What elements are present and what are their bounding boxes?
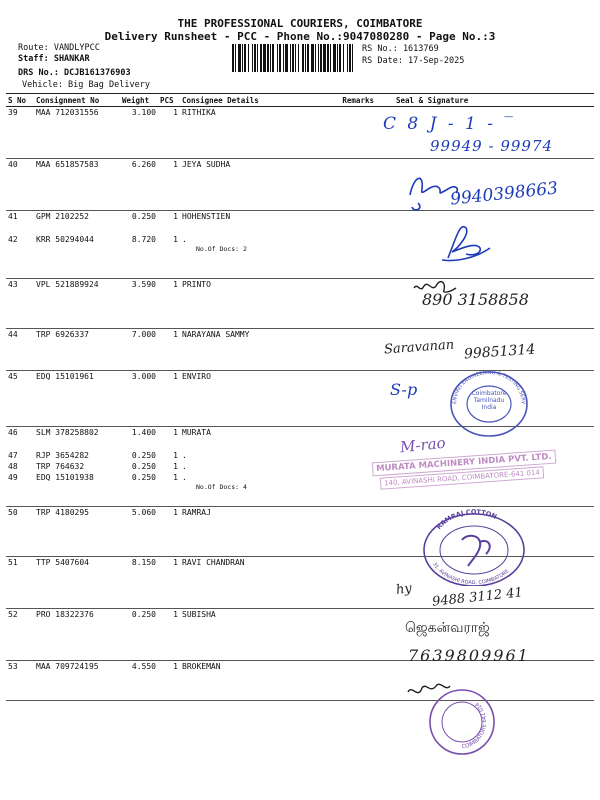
- cell-sno-value: 39: [8, 108, 18, 117]
- signature-r45: S-p: [390, 380, 418, 399]
- cell-weight-value: 3.590: [131, 280, 156, 289]
- cell-pcs: [158, 371, 180, 427]
- barcode-bar: [349, 44, 351, 72]
- barcode-bar: [343, 44, 344, 72]
- cell-consignment-value: GPM 2102252: [36, 212, 89, 221]
- cell-consignee-value: RITHIKA: [182, 108, 216, 117]
- cell-consignee: [180, 661, 336, 701]
- barcode-bar: [248, 44, 249, 72]
- cell-pcs-value: 1: [173, 662, 178, 671]
- cell-weight-value: 5.060: [131, 508, 156, 517]
- table-row: [6, 159, 594, 211]
- ramraj-stamp-top: RAMRAJ COTTON: [434, 507, 499, 531]
- cell-consignment-value: MAA 651857583: [36, 160, 99, 169]
- cell-sno: [6, 329, 34, 371]
- cell-consignment-value: TTP 5407604: [36, 558, 89, 567]
- cell-weight: [120, 507, 158, 557]
- cell-consignment-value: EDQ 15101961: [36, 372, 94, 381]
- barcode-bar: [263, 44, 266, 72]
- cell-consignee-value: RAMRAJ: [182, 508, 211, 517]
- barcode-bar: [330, 44, 331, 72]
- barcode-bar: [315, 44, 316, 72]
- cell-weight-value: 0.250: [131, 473, 156, 482]
- barcode-bar: [283, 44, 284, 72]
- cell-sno: [6, 279, 34, 329]
- table-row: [6, 279, 594, 329]
- barcode-bar: [292, 44, 294, 72]
- cell-consignment-value: MAA 712031556: [36, 108, 99, 117]
- barcode-bar: [339, 44, 341, 72]
- cell-remarks: [336, 507, 376, 557]
- table-row: [6, 329, 594, 371]
- cell-pcs: [158, 507, 180, 557]
- cell-sno-value: 44: [8, 330, 18, 339]
- col-consignee: Consignee Details: [180, 94, 336, 107]
- cell-sno: [6, 609, 34, 661]
- cell-remarks: [336, 371, 376, 427]
- cell-pcs-value: 1: [173, 280, 178, 289]
- cell-sno: [6, 211, 34, 279]
- cell-consignee-value: HOHENSTIEN: [182, 212, 231, 221]
- rs-number: RS No.: 1613769: [362, 44, 439, 54]
- svg-text:RAMRAJ COTTON: [435, 508, 498, 531]
- barcode-bar: [352, 44, 353, 72]
- cell-sno: [6, 557, 34, 609]
- barcode-bar: [235, 44, 236, 72]
- signature-r46: M-rao: [399, 433, 447, 457]
- cell-pcs-value: 1: [173, 473, 178, 482]
- cell-remarks: [336, 557, 376, 609]
- signature-r43-phone: 890 3158858: [422, 290, 529, 309]
- signature-r43-scribble: [410, 274, 460, 298]
- barcode-bar: [257, 44, 258, 72]
- vehicle-label: Vehicle: Big Bag Delivery: [22, 80, 150, 90]
- cell-consignment: [34, 507, 120, 557]
- cell-sno-value: 50: [8, 508, 18, 517]
- cell-consignee: [180, 329, 336, 371]
- signature-r44-name: Saravanan: [383, 337, 455, 358]
- barcode-bar: [305, 44, 306, 72]
- barcode-bar: [260, 44, 262, 72]
- cell-remarks: [336, 211, 376, 279]
- cell-weight: [120, 211, 158, 279]
- cell-consignee: [180, 507, 336, 557]
- cell-sno-value: 47: [8, 451, 18, 460]
- cell-consignment: [34, 371, 120, 427]
- svg-text:COIMBATORE 641 014: [462, 700, 488, 750]
- cell-consignee-value: JEYA SUDHA: [182, 160, 231, 169]
- cell-weight: [120, 661, 158, 701]
- cell-consignment-value: RJP 3654282: [36, 451, 89, 460]
- barcode-bar: [279, 44, 281, 72]
- cell-consignee-value: MURATA: [182, 428, 211, 437]
- cell-consignment: [34, 279, 120, 329]
- table-row: [6, 107, 594, 159]
- cell-consignee-value: NARAYANA SAMMY: [182, 330, 250, 339]
- cell-pcs-value: 1: [173, 462, 178, 471]
- cell-weight-value: 4.550: [131, 662, 156, 671]
- cell-sno-value: 42: [8, 235, 18, 244]
- cell-consignment-value: EDQ 15101938: [36, 473, 94, 482]
- cell-consignment: [34, 329, 120, 371]
- cell-weight-value: 6.260: [131, 160, 156, 169]
- cell-weight: [120, 279, 158, 329]
- brokeman-seal-stamp: [400, 678, 510, 758]
- signature-r41-scribble: [436, 218, 496, 264]
- barcode-bar: [347, 44, 348, 72]
- cell-seal-signature: [376, 609, 594, 661]
- signature-r44-phone: 99851314: [463, 341, 536, 363]
- enviro-stamp-center: Coimbatore Tamilnadu India: [471, 390, 507, 411]
- murata-stamp-line2: 140, AVINASHI ROAD, COIMBATORE-641 014: [380, 466, 544, 489]
- barcode-bar: [337, 44, 338, 72]
- cell-pcs: [158, 609, 180, 661]
- barcode-bar: [311, 44, 314, 72]
- cell-pcs-value: 1: [173, 610, 178, 619]
- signature-r52-name: ஜெகன்வராஜ்: [405, 620, 490, 636]
- col-consignment: Consignment No: [34, 94, 120, 107]
- table-row: [6, 609, 594, 661]
- cell-weight: [120, 427, 158, 507]
- cell-weight-value: 0.250: [131, 462, 156, 471]
- cell-weight-value: 0.250: [131, 610, 156, 619]
- cell-consignee-value: ENVIRO: [182, 372, 211, 381]
- cell-pcs-value: 1: [173, 212, 178, 221]
- cell-remarks: [336, 427, 376, 507]
- cell-sno-value: 52: [8, 610, 18, 619]
- cell-pcs-value: 1: [173, 451, 178, 460]
- cell-consignee: [180, 211, 336, 279]
- cell-pcs-value: 1: [173, 160, 178, 169]
- cell-consignment-value: KRR 50294044: [36, 235, 94, 244]
- cell-consignment: [34, 159, 120, 211]
- cell-consignee-value: SUBISHA: [182, 610, 216, 619]
- barcode-bar: [232, 44, 234, 72]
- cell-sno-value: 43: [8, 280, 18, 289]
- cell-pcs: [158, 211, 180, 279]
- enviro-seal-stamp: [444, 366, 534, 438]
- cell-seal-signature: [376, 329, 594, 371]
- cell-pcs-value: 1: [173, 428, 178, 437]
- col-remarks: Remarks: [336, 94, 376, 107]
- cell-consignee: [180, 609, 336, 661]
- cell-remarks: [336, 107, 376, 159]
- cell-consignee: [180, 159, 336, 211]
- signature-r40-phone: 9940398663: [449, 178, 559, 210]
- cell-pcs: [158, 107, 180, 159]
- cell-sno: [6, 507, 34, 557]
- cell-pcs: [158, 329, 180, 371]
- barcode-bar: [307, 44, 309, 72]
- col-seal: Seal & Signature: [376, 94, 594, 107]
- route-label: Route: VANDLYPCC: [18, 43, 100, 53]
- cell-consignee-value: .: [182, 462, 187, 471]
- cell-consignee: [180, 107, 336, 159]
- cell-sno-value: 46: [8, 428, 18, 437]
- cell-sno: [6, 159, 34, 211]
- barcode-bar: [323, 44, 326, 72]
- cell-remarks: [336, 159, 376, 211]
- table-header-row: [6, 94, 594, 107]
- col-pcs: PCS: [158, 94, 180, 107]
- barcode-bar: [290, 44, 291, 72]
- cell-consignee: [180, 557, 336, 609]
- cell-pcs: [158, 279, 180, 329]
- enviro-stamp-arc: ENVIRO ENGINEERING & TESTING SERV: [451, 369, 527, 405]
- barcode-bar: [285, 44, 288, 72]
- table-row: [6, 211, 594, 279]
- cell-pcs: [158, 661, 180, 701]
- cell-sno-value: 48: [8, 462, 18, 471]
- barcode-bar: [267, 44, 269, 72]
- runsheet-subtitle: Delivery Runsheet - PCC - Phone No.:9047080280 - Page No.:3: [104, 30, 496, 43]
- cell-weight-value: 0.250: [131, 451, 156, 460]
- cell-consignment-value: TRP 4180295: [36, 508, 89, 517]
- ramraj-stamp-bottom: 31, AVINASHI ROAD, COIMBATORE: [431, 561, 511, 586]
- cell-weight-value: 8.720: [131, 235, 156, 244]
- cell-consignee-value: .: [182, 473, 187, 482]
- barcode-bar: [327, 44, 329, 72]
- barcode-bar: [244, 44, 246, 72]
- cell-consignment-value: VPL 521889924: [36, 280, 99, 289]
- cell-pcs: [158, 557, 180, 609]
- cell-seal-signature: [376, 107, 594, 159]
- docs-count: No.Of Docs: 4: [196, 483, 247, 491]
- cell-consignment-value: TRP 6926337: [36, 330, 89, 339]
- barcode-bar: [252, 44, 253, 72]
- cell-pcs-value: 1: [173, 330, 178, 339]
- barcode-bar: [277, 44, 278, 72]
- cell-weight: [120, 371, 158, 427]
- cell-consignee-value: PRINTO: [182, 280, 211, 289]
- barcode-bar: [320, 44, 322, 72]
- cell-pcs: [158, 427, 180, 507]
- cell-consignee: [180, 371, 336, 427]
- barcode-bar: [242, 44, 243, 72]
- cell-weight: [120, 329, 158, 371]
- cell-weight-value: 1.400: [131, 428, 156, 437]
- cell-consignment-value: MAA 709724195: [36, 662, 99, 671]
- col-sno: S No: [6, 94, 34, 107]
- cell-remarks: [336, 609, 376, 661]
- barcode-bar: [295, 44, 296, 72]
- barcode: [232, 44, 354, 72]
- cell-consignee-value: RAVI CHANDRAN: [182, 558, 245, 567]
- cell-consignment-value: TRP 764632: [36, 462, 85, 471]
- cell-remarks: [336, 661, 376, 701]
- murata-stamp-line1: MURATA MACHINERY INDIA PVT. LTD.: [372, 450, 556, 477]
- cell-sno-value: 45: [8, 372, 18, 381]
- cell-weight-value: 0.250: [131, 212, 156, 221]
- cell-sno-value: 49: [8, 473, 18, 482]
- cell-pcs-value: 1: [173, 508, 178, 517]
- cell-consignment: [34, 661, 120, 701]
- cell-remarks: [336, 329, 376, 371]
- signature-r39-line2: 99949 - 99974: [430, 137, 554, 155]
- cell-weight: [120, 107, 158, 159]
- cell-pcs-value: 1: [173, 372, 178, 381]
- staff-label: Staff: SHANKAR: [18, 54, 90, 64]
- barcode-bar: [298, 44, 299, 72]
- cell-consignment-value: SLM 378258802: [36, 428, 99, 437]
- barcode-bar: [272, 44, 274, 72]
- rs-date: RS Date: 17-Sep-2025: [362, 56, 465, 66]
- cell-consignee: [180, 279, 336, 329]
- cell-weight: [120, 557, 158, 609]
- cell-sno: [6, 427, 34, 507]
- cell-consignee-value: .: [182, 235, 187, 244]
- cell-pcs-value: 1: [173, 558, 178, 567]
- cell-weight-value: 8.150: [131, 558, 156, 567]
- cell-consignment-value: PRO 18322376: [36, 610, 94, 619]
- ramraj-seal-stamp: [418, 506, 530, 586]
- barcode-bar: [318, 44, 319, 72]
- cell-seal-signature: [376, 279, 594, 329]
- cell-seal-signature: [376, 427, 594, 507]
- signature-r40-scribble: [404, 165, 464, 215]
- cell-sno: [6, 107, 34, 159]
- cell-consignee-value: .: [182, 451, 187, 460]
- cell-consignment: [34, 107, 120, 159]
- cell-consignee: [180, 427, 336, 507]
- cell-consignment: [34, 609, 120, 661]
- cell-sno: [6, 661, 34, 701]
- cell-sno-value: 40: [8, 160, 18, 169]
- cell-remarks: [336, 279, 376, 329]
- cell-pcs: [158, 159, 180, 211]
- cell-consignment: [34, 557, 120, 609]
- barcode-bar: [302, 44, 304, 72]
- table-row: [6, 427, 594, 507]
- brokeman-stamp-text: COIMBATORE 641 014: [461, 700, 489, 751]
- cell-weight: [120, 609, 158, 661]
- cell-weight-value: 7.000: [131, 330, 156, 339]
- signature-r52-phone: 7639809961: [408, 646, 530, 665]
- col-weight: Weight: [120, 94, 158, 107]
- cell-sno-value: 51: [8, 558, 18, 567]
- signature-r39-line1: C 8 J - 1 - ‾: [383, 114, 516, 134]
- cell-consignment: [34, 427, 120, 507]
- cell-pcs-value: 1: [173, 235, 178, 244]
- barcode-bar: [254, 44, 256, 72]
- barcode-bar: [333, 44, 336, 72]
- cell-sno-value: 41: [8, 212, 18, 221]
- cell-weight: [120, 159, 158, 211]
- barcode-bar: [270, 44, 271, 72]
- signature-r51-scribble: hy: [395, 580, 413, 599]
- cell-sno-value: 53: [8, 662, 18, 671]
- signature-r51-phone: 9488 3112 41: [431, 585, 524, 610]
- drs-number: DRS No.: DCJB161376903: [18, 68, 131, 78]
- company-title: THE PROFESSIONAL COURIERS, COIMBATORE: [177, 17, 423, 30]
- cell-consignment: [34, 211, 120, 279]
- barcode-bar: [238, 44, 241, 72]
- docs-count: No.Of Docs: 2: [196, 245, 247, 253]
- cell-consignee-value: BROKEMAN: [182, 662, 221, 671]
- cell-sno: [6, 371, 34, 427]
- cell-weight-value: 3.000: [131, 372, 156, 381]
- cell-pcs-value: 1: [173, 108, 178, 117]
- cell-weight-value: 3.100: [131, 108, 156, 117]
